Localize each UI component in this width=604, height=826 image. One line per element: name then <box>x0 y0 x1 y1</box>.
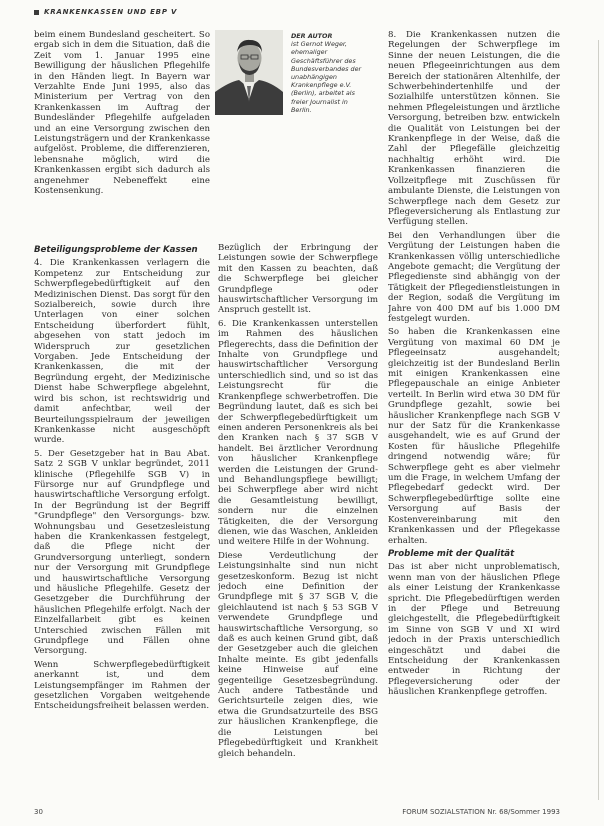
section-header <box>34 8 177 16</box>
caption-text: ist Gernot Weger, ehemaliger Geschäftsführer des Bundesverbandes der unabhängigen Krankenpflege e.V. (Berlin), arbeitet als freier Journalist in Berlin. <box>291 40 362 114</box>
page-edge-line <box>598 40 601 800</box>
column-1-top <box>34 30 210 232</box>
column-2 <box>218 243 378 800</box>
author-portrait-icon <box>215 30 283 115</box>
paragraph: 5. Der Gesetzgeber hat in Bau Abat. Satz 2 SGB V unklar begründet, 2011 klinische (Pflegehilfe SGB V) in Fürsorge nur auf Grundpflege und hauswirtschaftliche Versorgung erfolgt. In der Begründung ist der Begriff "Grundpflege" den Versorgungs- bzw. Wohnungsbau und Gesetzesleistung haben die Krankenkassen festgelegt, daß die Pflege nicht der Grundversorgung unterliegt, sondern nur der Versorgung mit Grundpflege und hauswirtschaftliche Versorgung und häusliche Pflegehilfe. Gesetz der Gesetzgeber die Durchführung der häuslichen Pflegehilfe erfolgt. Nach der Einzelfallarbeit gibt es keinen Unterschied zwischen Fällen mit Grundpflege und Fällen ohne Versorgung. <box>34 448 210 657</box>
paragraph: beim einem Bundesland gescheitert. So ergab sich in dem die Situation, daß die Zeit vom 1. Januar 1995 eine Bewilligung der häuslichen Pflegehilfe in den Händen liegt. In Bayern war Verzahlte Ende Juni 1995, also das Ministerium per Vertrag von den Krankenkassen im Auftrag der Bundesländer Pflegehilfe aufgeladen und an eine Versorgung zwischen den Leistungsträgern und der Krankenkasse aufgelöst. Probleme, die differenzieren, lebensnahe möglich, wird die Krankenkassen ergibt sich dadurch als angenehmer Nebeneffekt eine Kostensenkung. <box>34 30 210 197</box>
paragraph: 4. Die Krankenkassen verlagern die Kompetenz zur Entscheidung zur Schwerpflegebedürftigkeit auf den Medizinischen Dienst. Das sorgt für den Sozialbereich, sowie durch ihre Unterlagen von einer solchen Entscheidung überfordert fühlt, abgesehen von statt jedoch im Widerspruch zur gesetzlichen Vorgaben. Jede Entscheidung der Krankenkassen, die mit der Begründung ergeht, der Medizinische Dienst habe Schwerpflege abgelehnt, wird bis schon, ist rechtswidrig und damit anfechtbar, weil der Beurteilungsspielraum der jeweiligen Krankenkasse nicht ausgeschöpft wurde. <box>34 258 210 446</box>
paragraph: Bei den Verhandlungen über die Vergütung der Leistungen haben die Krankenkassen völlig unterschiedliche Angebote gemacht; die Vergütung der Pflegedienste sind abhängig von der Tätigkeit der Pflegedienstleistungen in der Region, sodaß die Vergütung im Jahre von 400 DM auf bis 1.000 DM festgelegt wurden. <box>388 230 560 324</box>
author-photo <box>215 30 283 115</box>
subheading: Probleme mit der Qualität <box>388 548 515 559</box>
page-footer <box>34 808 560 816</box>
paragraph: Bezüglich der Erbringung der Leistungen sowie der Schwerpflege mit den Kassen zu beachten, daß die Schwerpflege bei gleicher Grundpflege oder hauswirtschaftlicher Versorgung im Anspruch gestellt ist. <box>218 243 378 316</box>
column-1 <box>34 243 210 800</box>
journal-name: FORUM SOZIALSTATION Nr. 68/Sommer 1993 <box>402 808 560 816</box>
photo-caption <box>291 32 367 114</box>
paragraph: 8. Die Krankenkassen nutzen die Regelungen der Schwerpflege im Sinne der neuen Leistungen, die die neuen Pflegeeinrichtungen aus dem Bereich der stationären Altenhilfe, der Schwerbehindertenhilfe und der Sozialhilfe unterstützen können. Sie nehmen Pflegeleistungen und ärztliche Versorgung, betreiben bzw. entwickeln die Qualität von Leistungen bei der Krankenpflege in der Weise, daß die Zahl der Pflegefälle gleichzeitig nachhaltig erhöht wird. Die Krankenkassen finanzieren die Vollzeitpflege mit Zuschüssen für ambulante Dienste, die Leistungen von Schwerpflege nach dem Gesetz zur Pflegeversicherung als Entlastung zur Verfügung stellen. <box>388 30 560 228</box>
paragraph: So haben die Krankenkassen eine Vergütung von maximal 60 DM je Pflegeeinsatz ausgehandelt; gleichzeitig ist der Bundesland Berlin mit einigen Krankenkassen eine Pflegepauschale an einige Anbieter verteilt. In Berlin wird etwa 30 DM für Grundpflege gezahlt, sowie bei häuslicher Krankenpflege nach SGB V nur der Satz für die Krankenkasse ausgehandelt, wie es auf Grund der Kosten für häusliche Pflegehilfe dringend notwendig wäre; für Schwerpflege geht es aber vielmehr um die Frage, in welchem Umfang der Pflegebedarf gedeckt wird. Der Schwerpflegebedürftige sollte eine Versorgung auf Basis der Kostenvereinbarung mit den Krankenkassen und der Pflegekasse erhalten. <box>388 327 560 546</box>
subheading: Beteiligungsprobleme der Kassen <box>34 245 198 255</box>
caption-label: DER AUTOR <box>291 32 333 40</box>
column-3 <box>388 30 560 800</box>
header-bullet-icon <box>34 10 39 15</box>
paragraph: 6. Die Krankenkassen unterstellen im Rahmen des häuslichen Pflegerechts, dass die Definition der Inhalte von Grundpflege und hauswirtschaftlicher Versorgung unterschiedlich sind, und so ist das Leistungsrecht für die Krankenpflege schwerbetroffen. Die Begründung lautet, daß es sich bei der Schwerpflegebedürftigkeit um einen anderen Personenkreis als bei den Kranken nach § 37 SGB V handelt. Bei ärztlicher Verordnung von häuslicher Krankenpflege werden die Leistungen der Grund- und Behandlungspflege bewilligt; bei Schwerpflege aber wird nicht die Gesamtleistung bewilligt, sondern nur die einzelnen Tätigkeiten, die der Versorgung dienen, wie das Waschen, Ankleiden und weitere Hilfe in der Wohnung. <box>218 318 378 548</box>
paragraph: Wenn Schwerpflegebedürftigkeit anerkannt ist, und dem Leistungsempfänger im Rahmen der gesetzlichen Vorgaben weitgehende Entscheidungsfreiheit belassen werden. <box>34 659 210 712</box>
section-title: KRANKENKASSEN UND EBP V <box>44 8 178 16</box>
paragraph: Das ist aber nicht unproblematisch, wenn man von der häuslichen Pflege als einer Leistung der Krankenkasse spricht. Die Pflegebedürftigen werden in der Pflege und Betreuung gleichgestellt, die Pflegebedürftigkeit im Sinne von SGB V und XI wird jedoch in der Praxis unterschiedlich eingeschätzt und dabei die Entscheidung der Krankenkassen entweder in Richtung der Pflegeversicherung oder der häuslichen Krankenpflege getroffen. <box>388 562 560 698</box>
paragraph: Diese Verdeutlichung der Leistungsinhalte sind nun nicht gesetzeskonform. Bezug ist nicht jedoch eine Definition der Grundpflege mit § 37 SGB V, die gleichlautend ist nach § 53 SGB V verwendete Grundpflege und hauswirtschaftliche Versorgung, so daß es auch keinen Grund gibt, daß der Gesetzgeber auch die gleichen Inhalte meinte. Es gibt jedenfalls keine Hinweise auf eine gegenteilige Gesetzesbegründung. Auch andere Tatbestände und Gerichtsurteile zeigen dies, wie etwa die Grundsatzurteile des BSG zur häuslichen Krankenpflege, die die Leistungen bei Pflegebedürftigkeit und Krankheit gleich behandeln. <box>218 550 378 759</box>
page-number: 30 <box>34 808 43 816</box>
